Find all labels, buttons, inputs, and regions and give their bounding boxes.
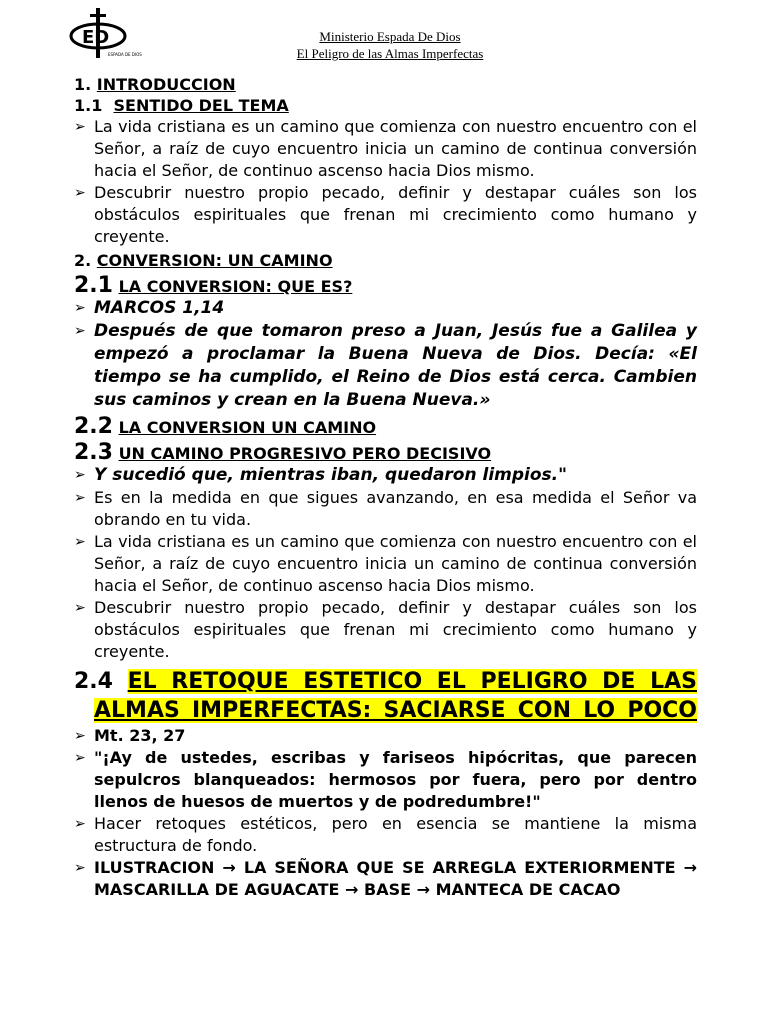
- bullet-text: Después de que tomaron preso a Juan, Jesús fue a Galilea y empezó a proclamar la Buena Nueva de Dios. Decía: «El tiempo se ha cumplido, el Reino de Dios está cerca. Cambien sus caminos y crean en la Buena Nueva.»: [94, 321, 697, 410]
- bullet-item: [74, 297, 697, 320]
- heading-la-conversion-un-camino: [74, 416, 697, 438]
- arrow-bullet-icon: ➢: [74, 600, 86, 616]
- heading-sentido-del-tema: [74, 95, 697, 116]
- heading-number: 1.: [74, 75, 92, 94]
- heading-number: 2.: [74, 251, 92, 270]
- bullet-item: [74, 857, 697, 901]
- bullet-text: Mt. 23, 27: [94, 726, 186, 745]
- bullet-text: La vida cristiana es un camino que comienza con nuestro encuentro con el Señor, a raíz de cuyo encuentro inicia un camino de continua conversión hacia el Señor, de continuo ascenso hacia Dios mismo.: [94, 532, 697, 595]
- heading-title: CONVERSION: UN CAMINO: [96, 251, 333, 270]
- bullet-item: [74, 464, 697, 487]
- highlighted-heading-text: ALMAS IMPERFECTAS: SACIARSE CON LO POCO: [94, 698, 697, 723]
- heading-title: SENTIDO DEL TEMA: [113, 96, 289, 115]
- ministry-logo: [68, 6, 142, 60]
- bullet-item: [74, 116, 697, 182]
- heading-conversion-un-camino: [74, 250, 697, 271]
- bullet-text: Hacer retoques estéticos, pero en esencia se mantiene la misma estructura de fondo.: [94, 814, 697, 855]
- arrow-bullet-icon: ➢: [74, 860, 86, 876]
- arrow-bullet-icon: ➢: [74, 119, 86, 135]
- bullet-text: Y sucedió que, mientras iban, quedaron limpios.": [94, 465, 567, 485]
- bullet-item: [74, 725, 697, 747]
- heading-introduccion: [74, 74, 697, 95]
- svg-text:ESPADA DE DIOS: ESPADA DE DIOS: [108, 52, 142, 57]
- heading-title: LA CONVERSION UN CAMINO: [118, 418, 377, 437]
- bullet-text: La vida cristiana es un camino que comienza con nuestro encuentro con el Señor, a raíz de cuyo encuentro inicia un camino de continua conversión hacia el Señor, de continuo ascenso hacia Dios mismo.: [94, 117, 697, 180]
- bullet-item: [74, 182, 697, 248]
- heading-un-camino-progresivo: [74, 442, 697, 464]
- bullet-text: Descubrir nuestro propio pecado, definir y destapar cuáles son los obstáculos espirituales que frenan mi crecimiento como humano y creyente.: [94, 598, 697, 661]
- ministry-name: Ministerio Espada De Dios: [319, 29, 461, 44]
- document-body: [74, 74, 697, 901]
- bullet-item: [74, 597, 697, 663]
- bullet-item: [74, 487, 697, 531]
- arrow-bullet-icon: ➢: [74, 534, 86, 550]
- bullet-item: [74, 813, 697, 857]
- bullet-text: Descubrir nuestro propio pecado, definir y destapar cuáles son los obstáculos espirituales que frenan mi crecimiento como humano y creyente.: [94, 183, 697, 246]
- highlighted-heading-text: EL RETOQUE ESTETICO EL PELIGRO DE LAS: [127, 669, 697, 694]
- bullet-text: ILUSTRACION → LA SEÑORA QUE SE ARREGLA EXTERIORMENTE → MASCARILLA DE AGUACATE → BASE → MANTECA DE CACAO: [94, 858, 697, 899]
- arrow-bullet-icon: ➢: [74, 490, 86, 506]
- heading-number: 2.4: [74, 669, 113, 694]
- arrow-bullet-icon: ➢: [74, 728, 86, 744]
- arrow-bullet-icon: ➢: [74, 185, 86, 201]
- heading-la-conversion-que-es: [74, 275, 697, 297]
- arrow-bullet-icon: ➢: [74, 816, 86, 832]
- heading-title: UN CAMINO PROGRESIVO PERO DECISIVO: [118, 444, 492, 463]
- heading-number: 2.2: [74, 414, 113, 439]
- heading-title: INTRODUCCION: [96, 75, 236, 94]
- bullet-text: MARCOS 1,14: [94, 298, 225, 318]
- heading-retoque-estetico: [74, 667, 697, 725]
- heading-line: [74, 667, 697, 696]
- heading-title: LA CONVERSION: QUE ES?: [118, 277, 353, 296]
- heading-number: 2.1: [74, 273, 113, 298]
- heading-number: 1.1: [74, 96, 103, 115]
- bullet-item: [74, 747, 697, 813]
- heading-number: 2.3: [74, 440, 113, 465]
- bullet-text: "¡Ay de ustedes, escribas y fariseos hipócritas, que parecen sepulcros blanqueados: hermosos por fuera, pero por dentro llenos de huesos de muertos y de podredumbre!": [94, 748, 697, 811]
- bullet-text: Es en la medida en que sigues avanzando, en esa medida el Señor va obrando en tu vida.: [94, 488, 697, 529]
- svg-text:ED: ED: [82, 27, 110, 48]
- arrow-bullet-icon: ➢: [74, 300, 86, 316]
- bullet-item: [74, 320, 697, 412]
- document-header: [230, 28, 550, 62]
- heading-line: [74, 696, 697, 725]
- arrow-bullet-icon: ➢: [74, 323, 86, 339]
- arrow-bullet-icon: ➢: [74, 750, 86, 766]
- bullet-item: [74, 531, 697, 597]
- document-title: El Peligro de las Almas Imperfectas: [296, 46, 484, 61]
- arrow-bullet-icon: ➢: [74, 467, 86, 483]
